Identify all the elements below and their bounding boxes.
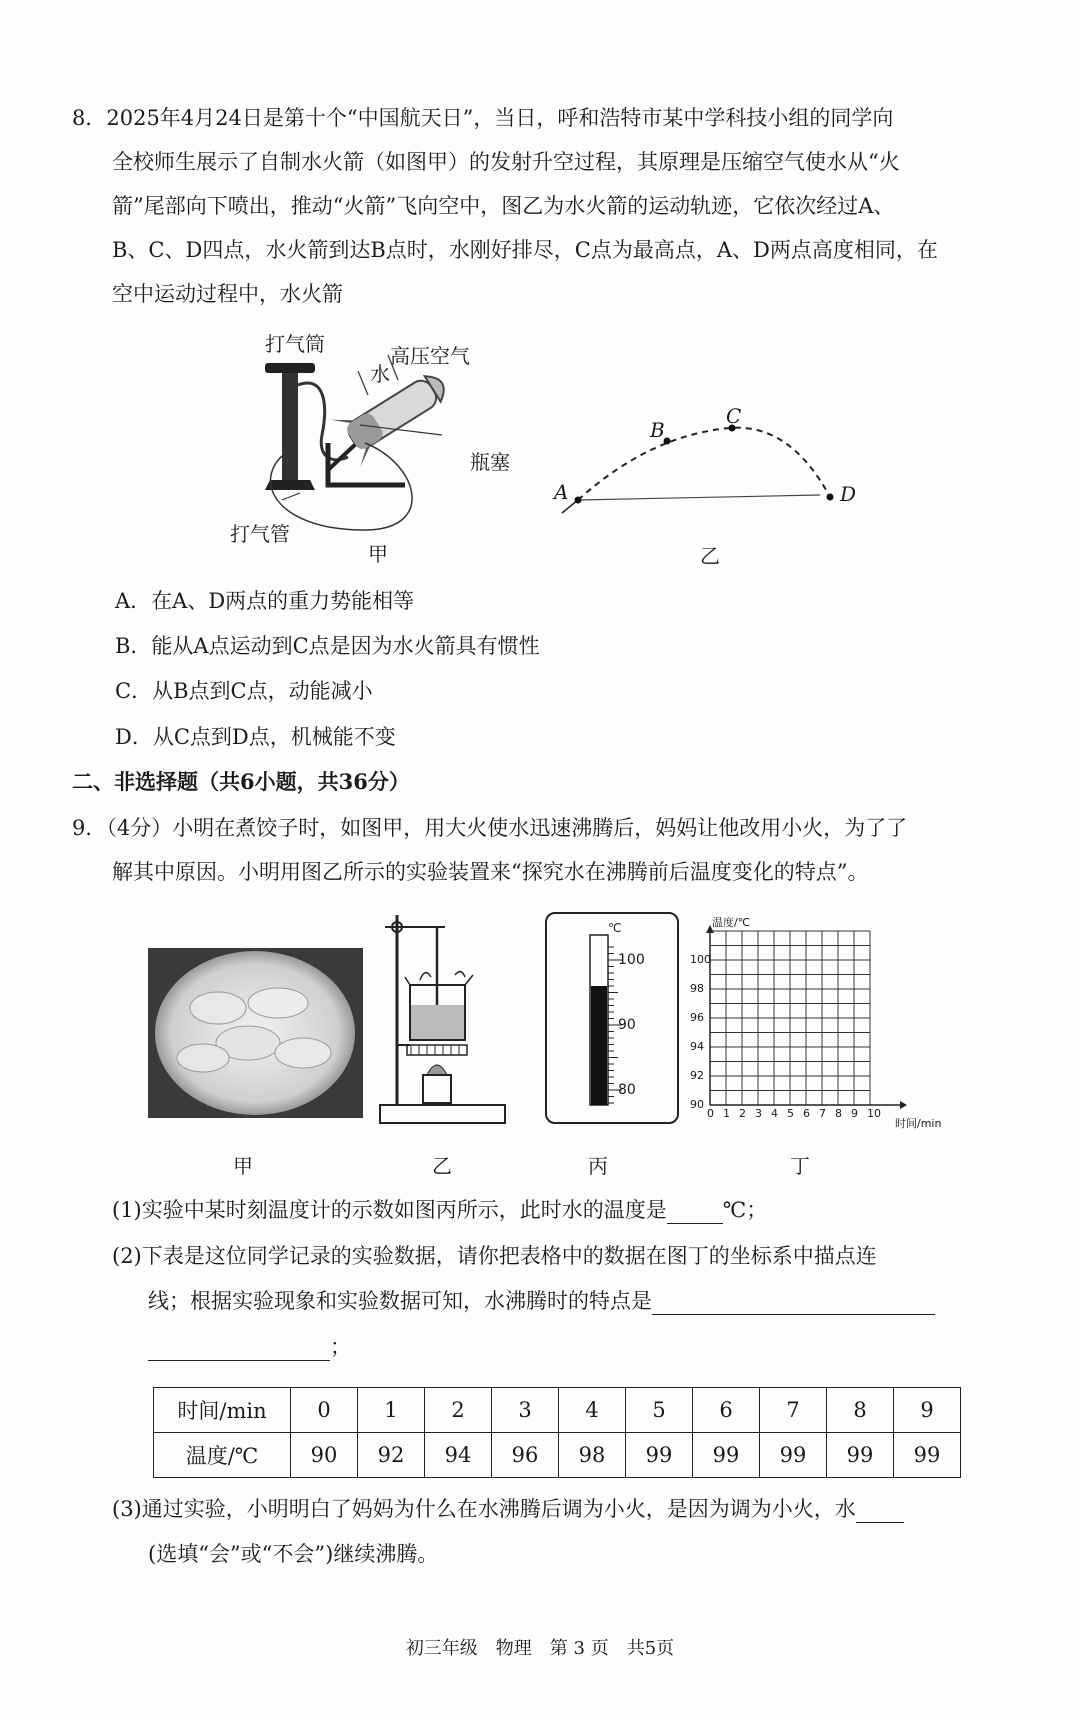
apparatus-figure xyxy=(375,905,510,1125)
pump-hose xyxy=(298,383,348,460)
graph-xtick: 8 xyxy=(835,1107,842,1120)
sub2-text: 线；根据实验现象和实验数据可知，水沸腾时的特点是 xyxy=(148,1289,652,1313)
table-cell: 4 xyxy=(559,1388,626,1433)
table-cell: 92 xyxy=(358,1433,425,1478)
thermometer-unit: ℃ xyxy=(608,921,622,935)
section-heading: 二、非选择题（共6小题，共36分） xyxy=(72,769,410,794)
caption-yi-q8: 乙 xyxy=(700,544,720,568)
pump-barrel xyxy=(282,370,298,480)
graph-xlabel: 时间/min xyxy=(895,1117,942,1130)
table-cell: 6 xyxy=(693,1388,760,1433)
option-c: C．从B点到C点，动能减小 xyxy=(115,679,373,703)
option-a: A．在A、D两点的重力势能相等 xyxy=(115,589,415,613)
label-water: 水 xyxy=(370,362,390,386)
sub3-line-1 xyxy=(112,1495,904,1523)
table-cell: 0 xyxy=(291,1388,358,1433)
mercury-column xyxy=(591,986,607,1105)
option-b: B．能从A点运动到C点是因为水火箭具有惯性 xyxy=(115,634,540,658)
graph-ytick: 90 xyxy=(690,1098,704,1111)
graph-ytick: 98 xyxy=(690,982,704,995)
table-cell: 5 xyxy=(626,1388,693,1433)
temperature-time-graph xyxy=(675,905,955,1125)
caption-jia-q8: 甲 xyxy=(368,542,388,566)
table-cell: 90 xyxy=(291,1433,358,1478)
table-cell: 8 xyxy=(827,1388,894,1433)
table-cell: 99 xyxy=(894,1433,961,1478)
graph-xtick: 0 xyxy=(707,1107,714,1120)
page-footer: 初三年级 物理 第 3 页 共5页 xyxy=(405,1638,675,1659)
table-cell: 1 xyxy=(358,1388,425,1433)
sub2-line-3 xyxy=(148,1333,351,1361)
caption-bing: 丙 xyxy=(588,1154,608,1178)
sub1 xyxy=(112,1196,767,1224)
label-d: D xyxy=(840,482,857,506)
graph-xtick: 5 xyxy=(787,1107,794,1120)
graph-ytick: 94 xyxy=(690,1040,704,1053)
sub1-text: (1)实验中某时刻温度计的示数如图丙所示，此时水的温度是 xyxy=(112,1198,667,1222)
table-row-time xyxy=(154,1388,961,1433)
thermometer-tick-100: 100 xyxy=(618,952,645,968)
sub2-end: ； xyxy=(330,1335,351,1359)
alcohol-lamp xyxy=(423,1075,451,1103)
sub2-line-1: (2)下表是这位同学记录的实验数据，请你把表格中的数据在图丁的坐标系中描点连 xyxy=(112,1244,877,1268)
table-row-temp xyxy=(154,1433,961,1478)
label-c: C xyxy=(726,404,742,428)
q8-line-5: 空中运动过程中，水火箭 xyxy=(112,282,343,306)
table-cell: 99 xyxy=(626,1433,693,1478)
pump-handle xyxy=(265,363,315,373)
graph-xtick: 6 xyxy=(803,1107,810,1120)
graph-ytick: 96 xyxy=(690,1011,704,1024)
graph-xtick: 4 xyxy=(771,1107,778,1120)
graph-xtick: 10 xyxy=(867,1107,881,1120)
table-cell: 7 xyxy=(760,1388,827,1433)
thermometer-scale xyxy=(560,915,670,1115)
option-d: D．从C点到D点，机械能不变 xyxy=(115,725,396,749)
table-cell: 2 xyxy=(425,1388,492,1433)
flame xyxy=(427,1065,447,1075)
label-air-tube: 打气管 xyxy=(230,522,290,546)
label-b: B xyxy=(650,418,665,442)
caption-yi: 乙 xyxy=(432,1154,452,1178)
graph-xtick: 9 xyxy=(851,1107,858,1120)
sub3-blank[interactable] xyxy=(856,1500,904,1523)
trajectory-figure xyxy=(540,395,880,525)
thermometer-tick-80: 80 xyxy=(618,1082,636,1098)
point-a xyxy=(575,497,582,504)
table-cell: 96 xyxy=(492,1433,559,1478)
table-cell: 99 xyxy=(827,1433,894,1478)
sub2-blank-1[interactable] xyxy=(652,1292,935,1315)
table-header-temp: 温度/℃ xyxy=(154,1433,291,1478)
sub2-blank-2[interactable] xyxy=(148,1338,330,1361)
label-a: A xyxy=(554,480,569,504)
point-d xyxy=(827,494,834,501)
sub1-unit: ℃； xyxy=(722,1198,768,1222)
thermometer-tick-90: 90 xyxy=(618,1017,636,1033)
pump-base xyxy=(265,480,315,490)
table-cell: 9 xyxy=(894,1388,961,1433)
graph-xtick: 3 xyxy=(755,1107,762,1120)
table-cell: 98 xyxy=(559,1433,626,1478)
sub2-line-2 xyxy=(148,1287,935,1315)
horizontal-line xyxy=(578,495,820,500)
caption-jia: 甲 xyxy=(233,1154,253,1178)
q8-line-3: 箭”尾部向下喷出，推动“火箭”飞向空中，图乙为水火箭的运动轨迹，它依次经过A、 xyxy=(112,194,895,218)
sub3-text: (3)通过实验，小明明白了妈妈为什么在水沸腾后调为小火，是因为调为小火，水 xyxy=(112,1497,856,1521)
label-stopper: 瓶塞 xyxy=(470,450,510,474)
table-cell: 94 xyxy=(425,1433,492,1478)
table-header-time: 时间/min xyxy=(154,1388,291,1433)
table-cell: 99 xyxy=(693,1433,760,1478)
graph-xtick: 7 xyxy=(819,1107,826,1120)
dumplings-photo xyxy=(148,948,363,1118)
wire-gauze xyxy=(407,1045,467,1055)
graph-ytick: 92 xyxy=(690,1069,704,1082)
caption-ding: 丁 xyxy=(790,1154,810,1178)
graph-xtick: 2 xyxy=(739,1107,746,1120)
sub3-line-2: (选填“会”或“不会”)继续沸腾。 xyxy=(148,1542,439,1566)
label-pump: 打气筒 xyxy=(265,332,325,356)
base-board xyxy=(380,1105,505,1123)
q8-line-1: 8．2025年4月24日是第十个“中国航天日”，当日，呼和浩特市某中学科技小组的同学向 xyxy=(72,106,894,130)
graph-ytick: 100 xyxy=(690,953,711,966)
table-cell: 99 xyxy=(760,1433,827,1478)
q8-line-2: 全校师生展示了自制水火箭（如图甲）的发射升空过程，其原理是压缩空气使水从“火 xyxy=(112,150,900,174)
label-high-pressure-air: 高压空气 xyxy=(390,344,470,368)
x-axis-arrow xyxy=(900,1101,907,1109)
table-cell: 3 xyxy=(492,1388,559,1433)
q9-line-2: 解其中原因。小明用图乙所示的实验装置来“探究水在沸腾前后温度变化的特点”。 xyxy=(112,860,869,884)
q8-line-4: B、C、D四点，水火箭到达B点时，水刚好排尽，C点为最高点，A、D两点高度相同，在 xyxy=(112,238,938,262)
trajectory-path xyxy=(578,428,830,500)
beaker-water xyxy=(411,1005,464,1039)
q9-line-1: 9．（4分）小明在煮饺子时，如图甲，用大火使水迅速沸腾后，妈妈让他改用小火，为了了 xyxy=(72,816,908,840)
graph-xtick: 1 xyxy=(723,1107,730,1120)
graph-ylabel: 温度/℃ xyxy=(712,916,751,929)
sub1-blank[interactable] xyxy=(667,1201,723,1224)
data-table xyxy=(153,1387,961,1478)
